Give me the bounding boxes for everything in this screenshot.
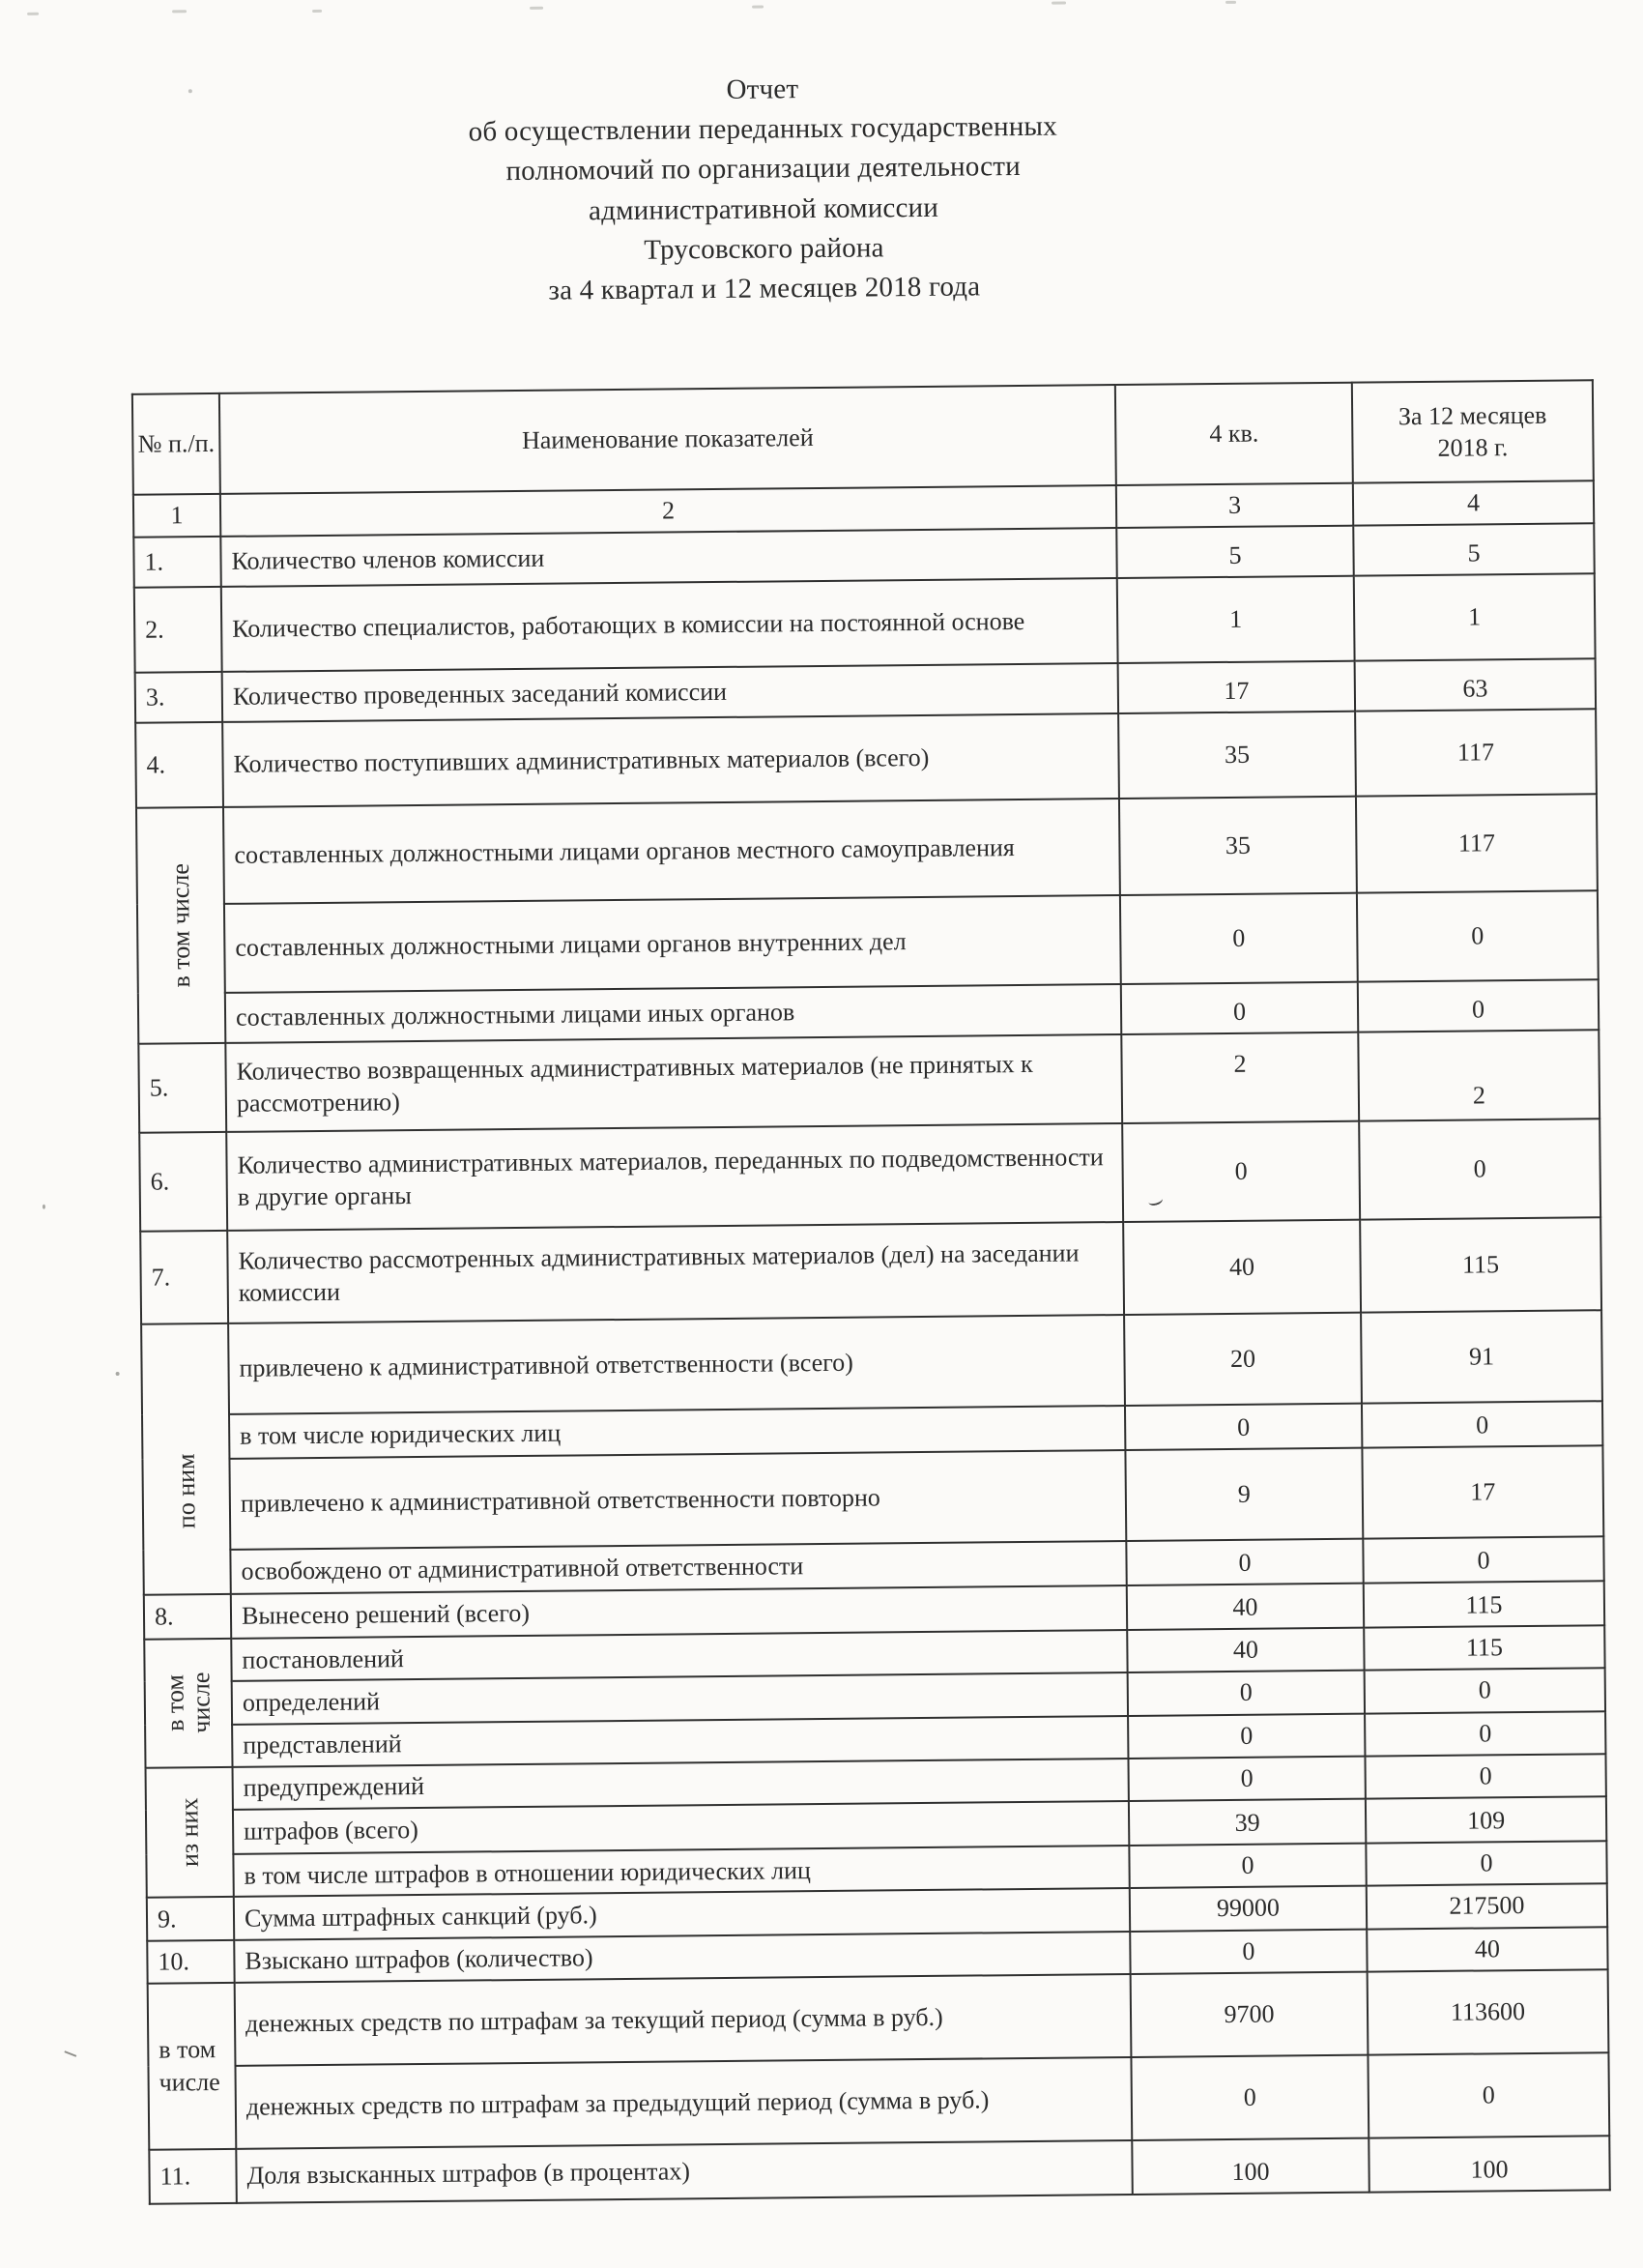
row-label: Количество специалистов, работающих в комиссии на постоянной основе <box>221 578 1118 672</box>
row-value-q4: 0 <box>1126 1539 1363 1585</box>
scan-artifact <box>172 10 187 13</box>
row-value-y12: 0 <box>1357 890 1599 981</box>
document-title <box>279 66 1248 314</box>
row-value-q4: 0 <box>1131 2054 1369 2139</box>
scan-artifact <box>43 1205 45 1209</box>
group-label-ponim <box>141 1323 231 1595</box>
title-line: Отчет <box>726 73 799 105</box>
row-value-y12: 115 <box>1364 1581 1604 1627</box>
row-value-y12: 0 <box>1358 979 1599 1032</box>
row-value-q4: 40 <box>1123 1220 1361 1315</box>
row-label: денежных средств по штрафам за предыдущий период (сумма в руб.) <box>235 2057 1132 2149</box>
row-value-y12: 117 <box>1355 709 1597 796</box>
row-num: 8. <box>144 1594 231 1640</box>
row-value-y12: 100 <box>1369 2136 1610 2192</box>
row-value-y12: 0 <box>1363 1536 1603 1583</box>
row-label: составленных должностными лицами органов местного самоуправления <box>223 799 1120 904</box>
table-row <box>134 573 1596 673</box>
row-value-q4: 5 <box>1116 526 1353 578</box>
row-value-y12: 109 <box>1366 1796 1606 1843</box>
row-label: Количество административных материалов, переданных по подведомственности в другие органы <box>226 1123 1123 1231</box>
table-row <box>136 794 1598 904</box>
table-row <box>148 1969 1609 2067</box>
row-value-y12: 217500 <box>1367 1884 1607 1930</box>
table-header-row <box>132 380 1594 494</box>
row-value-y12: 0 <box>1362 1401 1602 1447</box>
row-num: 11. <box>149 2149 237 2204</box>
group-label-iznih <box>146 1767 234 1898</box>
row-value-q4: 0 <box>1122 1121 1360 1222</box>
group-label-vtom2 <box>144 1639 232 1768</box>
table-row <box>138 1030 1600 1133</box>
row-value-q4: 9 <box>1125 1448 1363 1541</box>
row-num: 4. <box>135 722 223 808</box>
scan-artifact <box>530 7 543 10</box>
row-value-y12: 2 <box>1358 1030 1600 1120</box>
row-value-q4: 0 <box>1120 893 1358 984</box>
row-value-y12: 113600 <box>1368 1969 1609 2054</box>
row-label: Вынесено решений (всего) <box>231 1585 1127 1639</box>
row-value-q4: 0 <box>1121 982 1358 1034</box>
row-label: Количество возвращенных административных материалов (не принятых к рассмотрению) <box>225 1034 1122 1132</box>
scan-artifact <box>64 2050 76 2057</box>
row-value-q4: 99000 <box>1130 1886 1367 1932</box>
row-value-q4: 2 <box>1121 1032 1359 1123</box>
col-index: 1 <box>133 494 220 538</box>
header-name: Наименование показателей <box>219 385 1116 494</box>
row-value-y12: 1 <box>1354 573 1596 660</box>
col-index: 2 <box>220 485 1116 537</box>
table-row <box>140 1217 1601 1323</box>
row-value-y12: 5 <box>1353 523 1594 575</box>
row-label: определений <box>232 1672 1128 1724</box>
row-value-q4: 0 <box>1129 1844 1366 1889</box>
row-value-y12: 0 <box>1365 1754 1605 1799</box>
table-row <box>139 1119 1600 1231</box>
table-row <box>148 2052 1609 2150</box>
scan-artifact <box>1225 1 1236 4</box>
row-label: Доля взысканных штрафов (в процентах) <box>236 2140 1132 2203</box>
row-label: Сумма штрафных санкций (руб.) <box>234 1888 1130 1939</box>
row-value-y12: 17 <box>1362 1445 1603 1538</box>
row-num: 1. <box>133 537 220 588</box>
row-num: 9. <box>147 1897 234 1940</box>
row-num: 5. <box>138 1043 226 1133</box>
row-num: 2. <box>134 587 222 673</box>
row-label: Количество членов комиссии <box>220 528 1116 587</box>
rotated-group-label: по ним <box>171 1453 201 1529</box>
row-value-q4: 35 <box>1118 712 1356 799</box>
row-label: привлечено к административной ответственности повторно <box>229 1450 1126 1550</box>
row-label: штрафов (всего) <box>233 1801 1129 1854</box>
row-value-q4: 0 <box>1128 1671 1365 1716</box>
row-label: предупреждений <box>233 1759 1129 1810</box>
title-line: полномочий по организации деятельности <box>505 151 1022 188</box>
row-value-q4: 40 <box>1127 1628 1364 1673</box>
scan-artifact <box>27 13 39 15</box>
row-value-q4: 100 <box>1132 2137 1369 2194</box>
rotated-group-label: в том числе <box>165 863 196 988</box>
title-line: об осуществлении переданных государственных <box>468 110 1058 148</box>
row-label: представлений <box>232 1716 1128 1767</box>
row-value-y12: 63 <box>1355 658 1596 711</box>
row-label: в том числе юридических лиц <box>229 1406 1125 1459</box>
scan-artifact <box>752 6 764 9</box>
group-label-vtom3: в том числе <box>148 1983 237 2150</box>
row-value-y12: 115 <box>1364 1625 1604 1671</box>
row-value-q4: 20 <box>1124 1313 1362 1406</box>
row-value-q4: 35 <box>1119 797 1357 895</box>
col-index: 3 <box>1116 483 1353 528</box>
row-value-y12: 40 <box>1367 1927 1607 1972</box>
row-value-q4: 17 <box>1118 661 1355 713</box>
row-value-q4: 9700 <box>1131 1971 1369 2056</box>
row-value-q4: 40 <box>1127 1584 1364 1630</box>
header-q4: 4 кв. <box>1115 383 1353 485</box>
scan-artifact <box>312 10 322 13</box>
col-index: 4 <box>1353 480 1594 525</box>
table-row <box>141 1310 1602 1415</box>
row-value-y12: 0 <box>1366 1841 1606 1886</box>
row-label: составленных должностными лицами иных органов <box>225 984 1121 1043</box>
rotated-group-label: из них <box>175 1797 204 1868</box>
row-value-q4: 0 <box>1128 1713 1365 1759</box>
row-num: 10. <box>147 1939 234 1983</box>
scan-artifact <box>116 1372 120 1376</box>
title-line: за 4 квартал и 12 месяцев 2018 года <box>548 271 981 306</box>
table-row <box>135 709 1597 808</box>
row-label: в том числе штрафов в отношении юридических лиц <box>233 1846 1129 1897</box>
row-value-q4: 39 <box>1129 1799 1366 1846</box>
table-row <box>137 890 1599 994</box>
row-num: 7. <box>140 1231 228 1324</box>
row-value-y12: 0 <box>1359 1119 1600 1219</box>
rotated-group-label: в том числе <box>160 1672 216 1734</box>
report-table <box>131 379 1611 2204</box>
row-label: постановлений <box>231 1630 1127 1681</box>
row-label: Количество проведенных заседаний комиссии <box>222 663 1118 722</box>
row-label: Взыскано штрафов (количество) <box>234 1932 1130 1983</box>
row-label: Количество рассмотренных административных материалов (дел) на заседании комиссии <box>227 1222 1124 1323</box>
row-num: 3. <box>135 672 222 723</box>
row-num: 6. <box>139 1132 227 1232</box>
row-value-y12: 117 <box>1356 794 1598 892</box>
title-line: административной комиссии <box>588 191 939 226</box>
row-value-q4: 0 <box>1128 1756 1365 1801</box>
header-y12: За 12 месяцев 2018 г. <box>1352 380 1594 482</box>
row-value-q4: 0 <box>1130 1929 1367 1974</box>
row-value-y12: 0 <box>1365 1711 1605 1757</box>
scan-artifact <box>1052 2 1066 5</box>
table-row <box>142 1445 1603 1551</box>
row-label: привлечено к административной ответственности (всего) <box>228 1315 1125 1414</box>
group-label-vtom1 <box>136 807 225 1044</box>
row-value-q4: 0 <box>1125 1404 1362 1450</box>
row-label: денежных средств по штрафам за текущий период (сумма в руб.) <box>235 1974 1132 2066</box>
header-num: № п./п. <box>132 393 220 495</box>
row-label: составленных должностными лицами органов внутренних дел <box>224 895 1121 993</box>
title-line: Трусовского района <box>644 232 884 266</box>
row-label: Количество поступивших административных материалов (всего) <box>222 713 1119 807</box>
row-value-y12: 115 <box>1360 1217 1601 1312</box>
row-value-y12: 91 <box>1361 1310 1602 1403</box>
row-label: освобождено от административной ответственности <box>230 1541 1126 1594</box>
row-value-q4: 1 <box>1117 576 1355 663</box>
row-value-y12: 0 <box>1365 1669 1605 1714</box>
scan-artifact <box>188 89 192 93</box>
row-value-y12: 0 <box>1368 2052 1609 2137</box>
